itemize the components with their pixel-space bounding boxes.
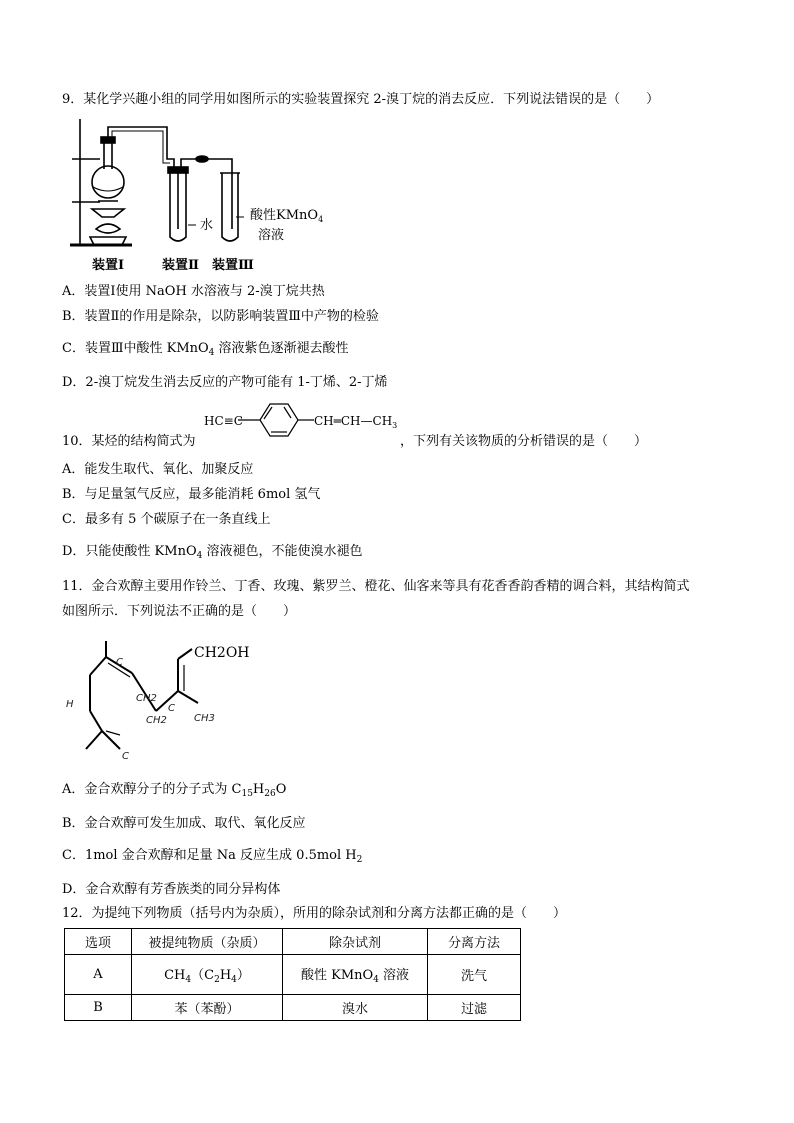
header-cell: 分离方法 — [428, 929, 521, 955]
svg-text:CH2: CH2 — [136, 693, 157, 704]
water-label: 水 — [200, 218, 214, 233]
q11-stem-line2: 如图所示．下列说法不正确的是（ ） — [62, 604, 297, 619]
table-row — [65, 955, 521, 995]
svg-text:C: C — [168, 703, 175, 714]
q11-option-b: B．金合欢醇可发生加成、取代、氧化反应 — [62, 816, 306, 831]
q9-apparatus-figure — [62, 117, 362, 279]
device1-label: 装置Ⅰ — [92, 258, 125, 273]
q10-structure — [200, 398, 396, 442]
table-cell: 过滤 — [428, 995, 521, 1021]
propenyl-group: $CH═CH—CH_3$ — [314, 414, 398, 430]
table-cell: 洗气 — [428, 955, 521, 995]
q11-structure — [62, 635, 262, 765]
q11-option-d: D．金合欢醇有芳香族类的同分异构体 — [62, 882, 281, 897]
q10-option-b: B．与足量氢气反应，最多能消耗 6mol 氢气 — [62, 487, 321, 502]
header-cell: 除杂试剂 — [283, 929, 428, 955]
q9-option-c: C．装置Ⅲ中酸性 KMnO$_4$ 溶液紫色逐渐褪去酸性 — [62, 341, 349, 358]
q9-option-d: D．2-溴丁烷发生消去反应的产物可能有 1-丁烯、2-丁烯 — [62, 375, 388, 390]
q11-option-c: C．1mol 金合欢醇和足量 Na 反应生成 0.5mol $H_2$ — [62, 848, 363, 865]
q10-stem-suffix: ，下列有关该物质的分析错误的是（ ） — [400, 434, 648, 449]
table-header-row — [65, 929, 521, 955]
table-cell: B — [65, 995, 132, 1021]
header-cell: 被提纯物质（杂质） — [132, 929, 283, 955]
table-cell: 酸性 KMnO$_4$ 溶液 — [283, 955, 428, 995]
svg-text:CH3: CH3 — [194, 713, 215, 724]
header-cell: 选项 — [65, 929, 132, 955]
svg-text:C: C — [116, 657, 123, 668]
q10-option-d: D．只能使酸性 KMnO$_4$ 溶液褪色，不能使溴水褪色 — [62, 544, 363, 561]
svg-text:C: C — [122, 751, 129, 762]
table-cell: 苯（苯酚） — [132, 995, 283, 1021]
q9-stem: 9．某化学兴趣小组的同学用如图所示的实验装置探究 2-溴丁烷的消去反应．下列说法错误的是（ ） — [62, 92, 660, 107]
table-row — [65, 995, 521, 1021]
alkyne-group: HC≡C — [204, 414, 243, 428]
svg-text:H: H — [66, 699, 74, 710]
reagent-label: 酸性KMnO$_4$ — [250, 208, 324, 224]
q12-stem: 12．为提纯下列物质（括号内为杂质），所用的除杂试剂和分离方法都正确的是（ ） — [62, 906, 567, 921]
device3-label: 装置Ⅲ — [212, 258, 254, 273]
svg-text:CH2: CH2 — [146, 715, 167, 726]
q10-stem-prefix: 10．某烃的结构简式为 — [62, 434, 196, 449]
device2-label: 装置Ⅱ — [162, 258, 199, 273]
q10-option-c: C．最多有 5 个碳原子在一条直线上 — [62, 512, 271, 527]
q11-stem-line1: 11．金合欢醇主要用作铃兰、丁香、玫瑰、紫罗兰、橙花、仙客来等具有花香香韵香精的调合料，其结构简式 — [62, 579, 690, 594]
q9-option-b: B．装置Ⅱ的作用是除杂，以防影响装置Ⅲ中产物的检验 — [62, 309, 379, 324]
q12-table — [64, 928, 521, 1021]
q10-option-a: A．能发生取代、氧化、加聚反应 — [62, 462, 254, 477]
q9-option-a: A．装置Ⅰ使用 NaOH 水溶液与 2-溴丁烷共热 — [62, 284, 325, 299]
reagent-label-2: 溶液 — [258, 228, 285, 243]
table-cell: $CH_4(C_2H_4)$ — [132, 955, 283, 995]
table-cell: 溴水 — [283, 995, 428, 1021]
q11-option-a: A．金合欢醇分子的分子式为 $C_{15}H_{26}O$ — [62, 782, 287, 799]
table-cell: A — [65, 955, 132, 995]
hydroxymethyl-group: CH2OH — [194, 645, 250, 661]
